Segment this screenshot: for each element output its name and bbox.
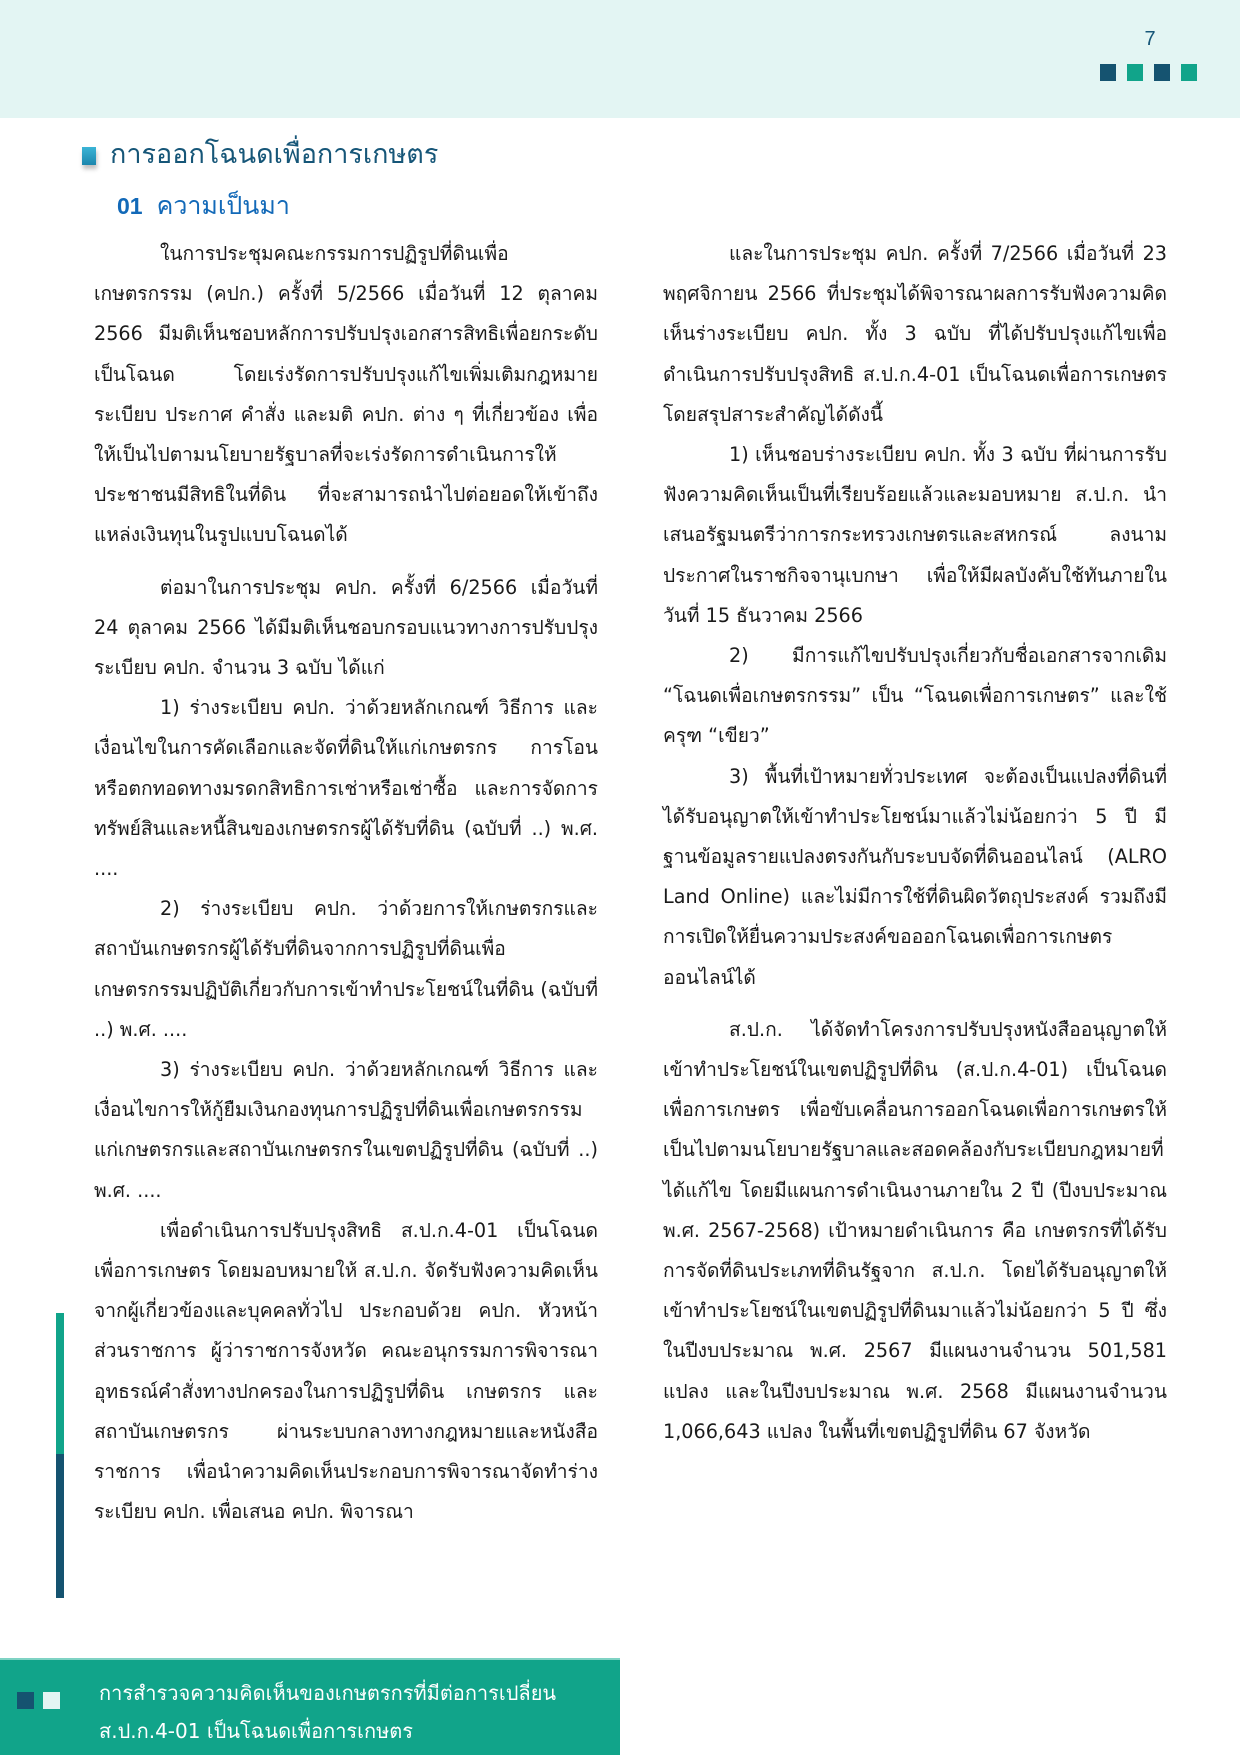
heading-marker-icon bbox=[82, 147, 96, 165]
footer-banner bbox=[0, 1658, 620, 1755]
list-item: 3) พื้นที่เป้าหมายทั่วประเทศ จะต้องเป็นแปลงที่ดินที่ได้รับอนุญาตให้เข้าทำประโยชน์มาแล้วไม่น้อยกว่า 5 ปี มีฐานข้อมูลรายแปลงตรงกันกับระบบจัดที่ดินออนไลน์ (ALRO Land Online) และไม่มีการใช้ที่ดินผิดวัตถุประสงค์ รวมถึงมีการเปิดให้ยื่นความประสงค์ขอออกโฉนดเพื่อการเกษตรออนไลน์ได้ bbox=[663, 764, 1167, 989]
paragraph: ต่อมาในการประชุม คปก. ครั้งที่ 6/2566 เมื่อวันที่ 24 ตุลาคม 2566 ได้มีมติเห็นชอบกรอบแนวทางการปรับปรุงระเบียบ คปก. จำนวน 3 ฉบับ ได้แก่ bbox=[94, 575, 598, 680]
decorative-side-bar-teal bbox=[56, 1313, 64, 1454]
footer-line-1: การสำรวจความคิดเห็นของเกษตรกรที่มีต่อการเปลี่ยน bbox=[99, 1681, 557, 1705]
square-icon bbox=[1181, 64, 1197, 81]
header-band bbox=[0, 0, 1240, 118]
subsection-heading bbox=[117, 186, 290, 226]
section-title: การออกโฉนดเพื่อการเกษตร bbox=[110, 139, 439, 170]
right-column bbox=[663, 234, 1167, 1452]
list-item: 2) ร่างระเบียบ คปก. ว่าด้วยการให้เกษตรกรและสถาบันเกษตรกรผู้ได้รับที่ดินจากการปฏิรูปที่ดินเพื่อเกษตรกรรมปฏิบัติเกี่ยวกับการเข้าทำประโยชน์ในที่ดิน (ฉบับที่ ..) พ.ศ. .... bbox=[94, 897, 598, 1041]
square-icon bbox=[1154, 64, 1170, 81]
decorative-side-bar-navy bbox=[56, 1454, 64, 1598]
footer-decoration-squares bbox=[17, 1692, 60, 1709]
page-decoration-squares bbox=[1100, 64, 1197, 81]
subsection-title: ความเป็นมา bbox=[156, 191, 290, 220]
square-icon bbox=[17, 1692, 34, 1709]
paragraph: และในการประชุม คปก. ครั้งที่ 7/2566 เมื่อวันที่ 23 พฤศจิกายน 2566 ที่ประชุมได้พิจารณาผลการรับฟังความคิดเห็นร่างระเบียบ คปก. ทั้ง 3 ฉบับ ที่ได้ปรับปรุงแก้ไขเพื่อดำเนินการปรับปรุงสิทธิ ส.ป.ก.4-01 เป็นโฉนดเพื่อการเกษตร โดยสรุปสาระสำคัญได้ดังนี้ bbox=[663, 242, 1167, 426]
paragraph: ในการประชุมคณะกรรมการปฏิรูปที่ดินเพื่อเกษตรกรรม (คปก.) ครั้งที่ 5/2566 เมื่อวันที่ 12 ตุลาคม 2566 มีมติเห็นชอบหลักการปรับปรุงเอกสารสิทธิเพื่อยกระดับเป็นโฉนด โดยเร่งรัดการปรับปรุงแก้ไขเพิ่มเติมกฎหมาย ระเบียบ ประกาศ คำสั่ง และมติ คปก. ต่าง ๆ ที่เกี่ยวข้อง เพื่อให้เป็นไปตามนโยบายรัฐบาลที่จะเร่งรัดการดำเนินการให้ประชาชนมีสิทธิในที่ดิน ที่จะสามารถนำไปต่อยอดให้เข้าถึงแหล่งเงินทุนในรูปแบบโฉนดได้ bbox=[94, 242, 598, 547]
paragraph: เพื่อดำเนินการปรับปรุงสิทธิ ส.ป.ก.4-01 เป็นโฉนดเพื่อการเกษตร โดยมอบหมายให้ ส.ป.ก. จัดรับฟังความคิดเห็นจากผู้เกี่ยวข้องและบุคคลทั่วไป ประกอบด้วย คปก. หัวหน้าส่วนราชการ ผู้ว่าราชการจังหวัด คณะอนุกรรมการพิจารณาอุทธรณ์คำสั่งทางปกครองในการปฏิรูปที่ดิน เกษตรกร และสถาบันเกษตรกร ผ่านระบบกลางทางกฎหมายและหนังสือราชการ เพื่อนำความคิดเห็นประกอบการพิจารณาจัดทำร่างระเบียบ คปก. เพื่อเสนอ คปก. พิจารณา bbox=[94, 1218, 598, 1524]
paragraph: ส.ป.ก. ได้จัดทำโครงการปรับปรุงหนังสืออนุญาตให้เข้าทำประโยชน์ในเขตปฏิรูปที่ดิน (ส.ป.ก.4-01) เป็นโฉนดเพื่อการเกษตร เพื่อขับเคลื่อนการออกโฉนดเพื่อการเกษตรให้เป็นไปตามนโยบายรัฐบาลและสอดคล้องกับระเบียบกฎหมายที่ได้แก้ไข โดยมีแผนการดำเนินงานภายใน 2 ปี (ปีงบประมาณ พ.ศ. 2567-2568) เป้าหมายดำเนินการ คือ เกษตรกรที่ได้รับการจัดที่ดินประเภทที่ดินรัฐจาก ส.ป.ก. โดยได้รับอนุญาตให้เข้าทำประโยชน์ในเขตปฏิรูปที่ดินมาแล้วไม่น้อยกว่า 5 ปี ซึ่งในปีงบประมาณ พ.ศ. 2567 มีแผนงานจำนวน 501,581 แปลง และในปีงบประมาณ พ.ศ. 2568 มีแผนงานจำนวน 1,066,643 แปลง ในพื้นที่เขตปฏิรูปที่ดิน 67 จังหวัด bbox=[663, 1017, 1167, 1443]
list-item: 1) เห็นชอบร่างระเบียบ คปก. ทั้ง 3 ฉบับ ที่ผ่านการรับฟังความคิดเห็นเป็นที่เรียบร้อยแล้วและมอบหมาย ส.ป.ก. นำเสนอรัฐมนตรีว่าการกระทรวงเกษตรและสหกรณ์ ลงนามประกาศในราชกิจจานุเบกษา เพื่อให้มีผลบังคับใช้ทันภายในวันที่ 15 ธันวาคม 2566 bbox=[663, 443, 1167, 627]
left-column bbox=[94, 234, 598, 1533]
square-icon bbox=[43, 1692, 60, 1709]
section-heading bbox=[82, 132, 438, 175]
square-icon bbox=[1127, 64, 1143, 81]
list-item: 3) ร่างระเบียบ คปก. ว่าด้วยหลักเกณฑ์ วิธีการ และเงื่อนไขการให้กู้ยืมเงินกองทุนการปฏิรูปที่ดินเพื่อเกษตรกรรมแก่เกษตรกรและสถาบันเกษตรกรในเขตปฏิรูปที่ดิน (ฉบับที่ ..) พ.ศ. .... bbox=[94, 1058, 598, 1202]
list-item: 2) มีการแก้ไขปรับปรุงเกี่ยวกับชื่อเอกสารจากเดิม “โฉนดเพื่อเกษตรกรรม” เป็น “โฉนดเพื่อการเกษตร” และใช้ครุฑ “เขียว” bbox=[663, 644, 1167, 748]
list-item: 1) ร่างระเบียบ คปก. ว่าด้วยหลักเกณฑ์ วิธีการ และเงื่อนไขในการคัดเลือกและจัดที่ดินให้แก่เกษตรกร การโอนหรือตกทอดทางมรดกสิทธิการเช่าหรือเช่าซื้อ และการจัดการทรัพย์สินและหนี้สินของเกษตรกรผู้ได้รับที่ดิน (ฉบับที่ ..) พ.ศ. .... bbox=[94, 696, 598, 881]
subsection-number: 01 bbox=[117, 193, 143, 219]
footer-title bbox=[99, 1674, 556, 1750]
page-number: 7 bbox=[1144, 28, 1156, 50]
square-icon bbox=[1100, 64, 1116, 81]
footer-line-2: ส.ป.ก.4-01 เป็นโฉนดเพื่อการเกษตร bbox=[99, 1719, 414, 1743]
